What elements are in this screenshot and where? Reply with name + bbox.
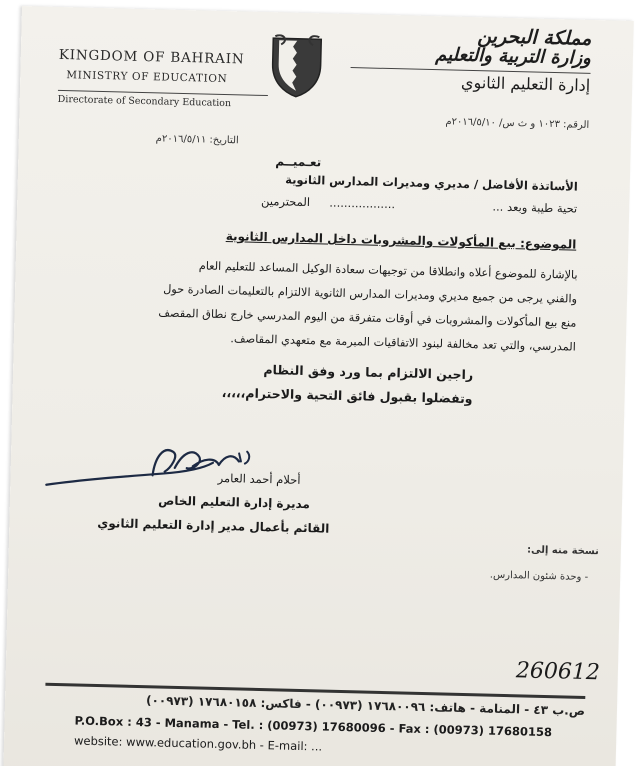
signatory-title-1: مديرة إدارة التعليم الخاص	[158, 493, 311, 512]
handwritten-signature	[42, 435, 263, 500]
footer-english: P.O.Box : 43 - Manama - Tel. : (00973) 17680096 - Fax : (00973) 17680158	[74, 713, 553, 740]
body-line: منع بيع المأكولات والمشروبات في أوقات متفرقة من اليوم المدرسي خارج نطاق المقصف	[158, 306, 577, 330]
body-line: بالإشارة للموضوع أعلاه وانطلاقا من توجيهات سعادة الوكيل المساعد للتعليم العام	[198, 259, 578, 282]
recipients-line: الأساتذة الأفاضل / مديري ومديرات المدارس الثانوية	[285, 172, 578, 194]
arabic-header	[350, 22, 592, 95]
signatory-name: أحلام أحمد العامر	[217, 470, 301, 487]
body-line: المدرسي، والتي تعد مخالفة لبنود الاتفاقيات المبرمة مع متعهدي المقاصف.	[230, 332, 576, 354]
footer-website: website: www.education.gov.bh - E-mail: ...	[73, 733, 323, 754]
english-kingdom: KINGDOM OF BAHRAIN	[58, 46, 245, 68]
arabic-directorate: إدارة التعليم الثانوي	[350, 67, 590, 95]
closing-line-2: وتفضلوا بقبول فائق التحية والاحترام،،،،،	[221, 384, 473, 407]
honorific: المحترمين	[260, 193, 311, 210]
greeting-line	[117, 190, 577, 215]
greeting-dots: ..................	[329, 195, 396, 212]
footer-arabic: ص.ب ٤٣ - المنامة - هاتف: ١٧٦٨٠٠٩٦ (٠٠٩٧٣) - فاكس: ١٧٦٨٠١٥٨ (٠٠٩٧٣)	[145, 693, 586, 718]
english-header	[58, 47, 269, 110]
arabic-ministry: وزارة التربية والتعليم	[435, 44, 592, 69]
signatory-title-2: القائم بأعمال مدير إدارة التعليم الثانوي	[97, 515, 330, 536]
letter-paper	[3, 6, 634, 766]
bahrain-emblem-icon	[268, 34, 326, 99]
english-directorate: Directorate of Secondary Education	[58, 90, 268, 110]
copies-item: - وحدة شئون المدارس.	[489, 569, 589, 584]
greeting: تحية طيبة وبعد ...	[492, 199, 578, 216]
closing-line-1: راجين الالتزام بما ورد وفق النظام	[263, 362, 474, 383]
body-line: والفني يرجى من جميع مديري ومديرات المدارس الثانوية الالتزام بالتعليمات الصادرة حول	[162, 282, 578, 306]
letter-date: التاريخ: ٢٠١٦/٥/١١م	[155, 133, 239, 147]
reference-number: الرقم: ١٠٢٣ و ث س/ ٢٠١٦/٥/١٠م	[445, 116, 590, 131]
copies-label: نسخة منه إلى:	[526, 544, 599, 558]
circular-title: تعـميــم	[275, 154, 322, 170]
arabic-kingdom: مملكة البحرين	[477, 25, 592, 50]
body-paragraph	[84, 252, 578, 360]
subject-line: الموضوع: بيع المأكولات والمشروبات داخل المدارس الثانوية	[225, 229, 577, 252]
english-ministry: MINISTRY OF EDUCATION	[66, 69, 228, 86]
handwritten-number: 260612	[515, 658, 601, 686]
